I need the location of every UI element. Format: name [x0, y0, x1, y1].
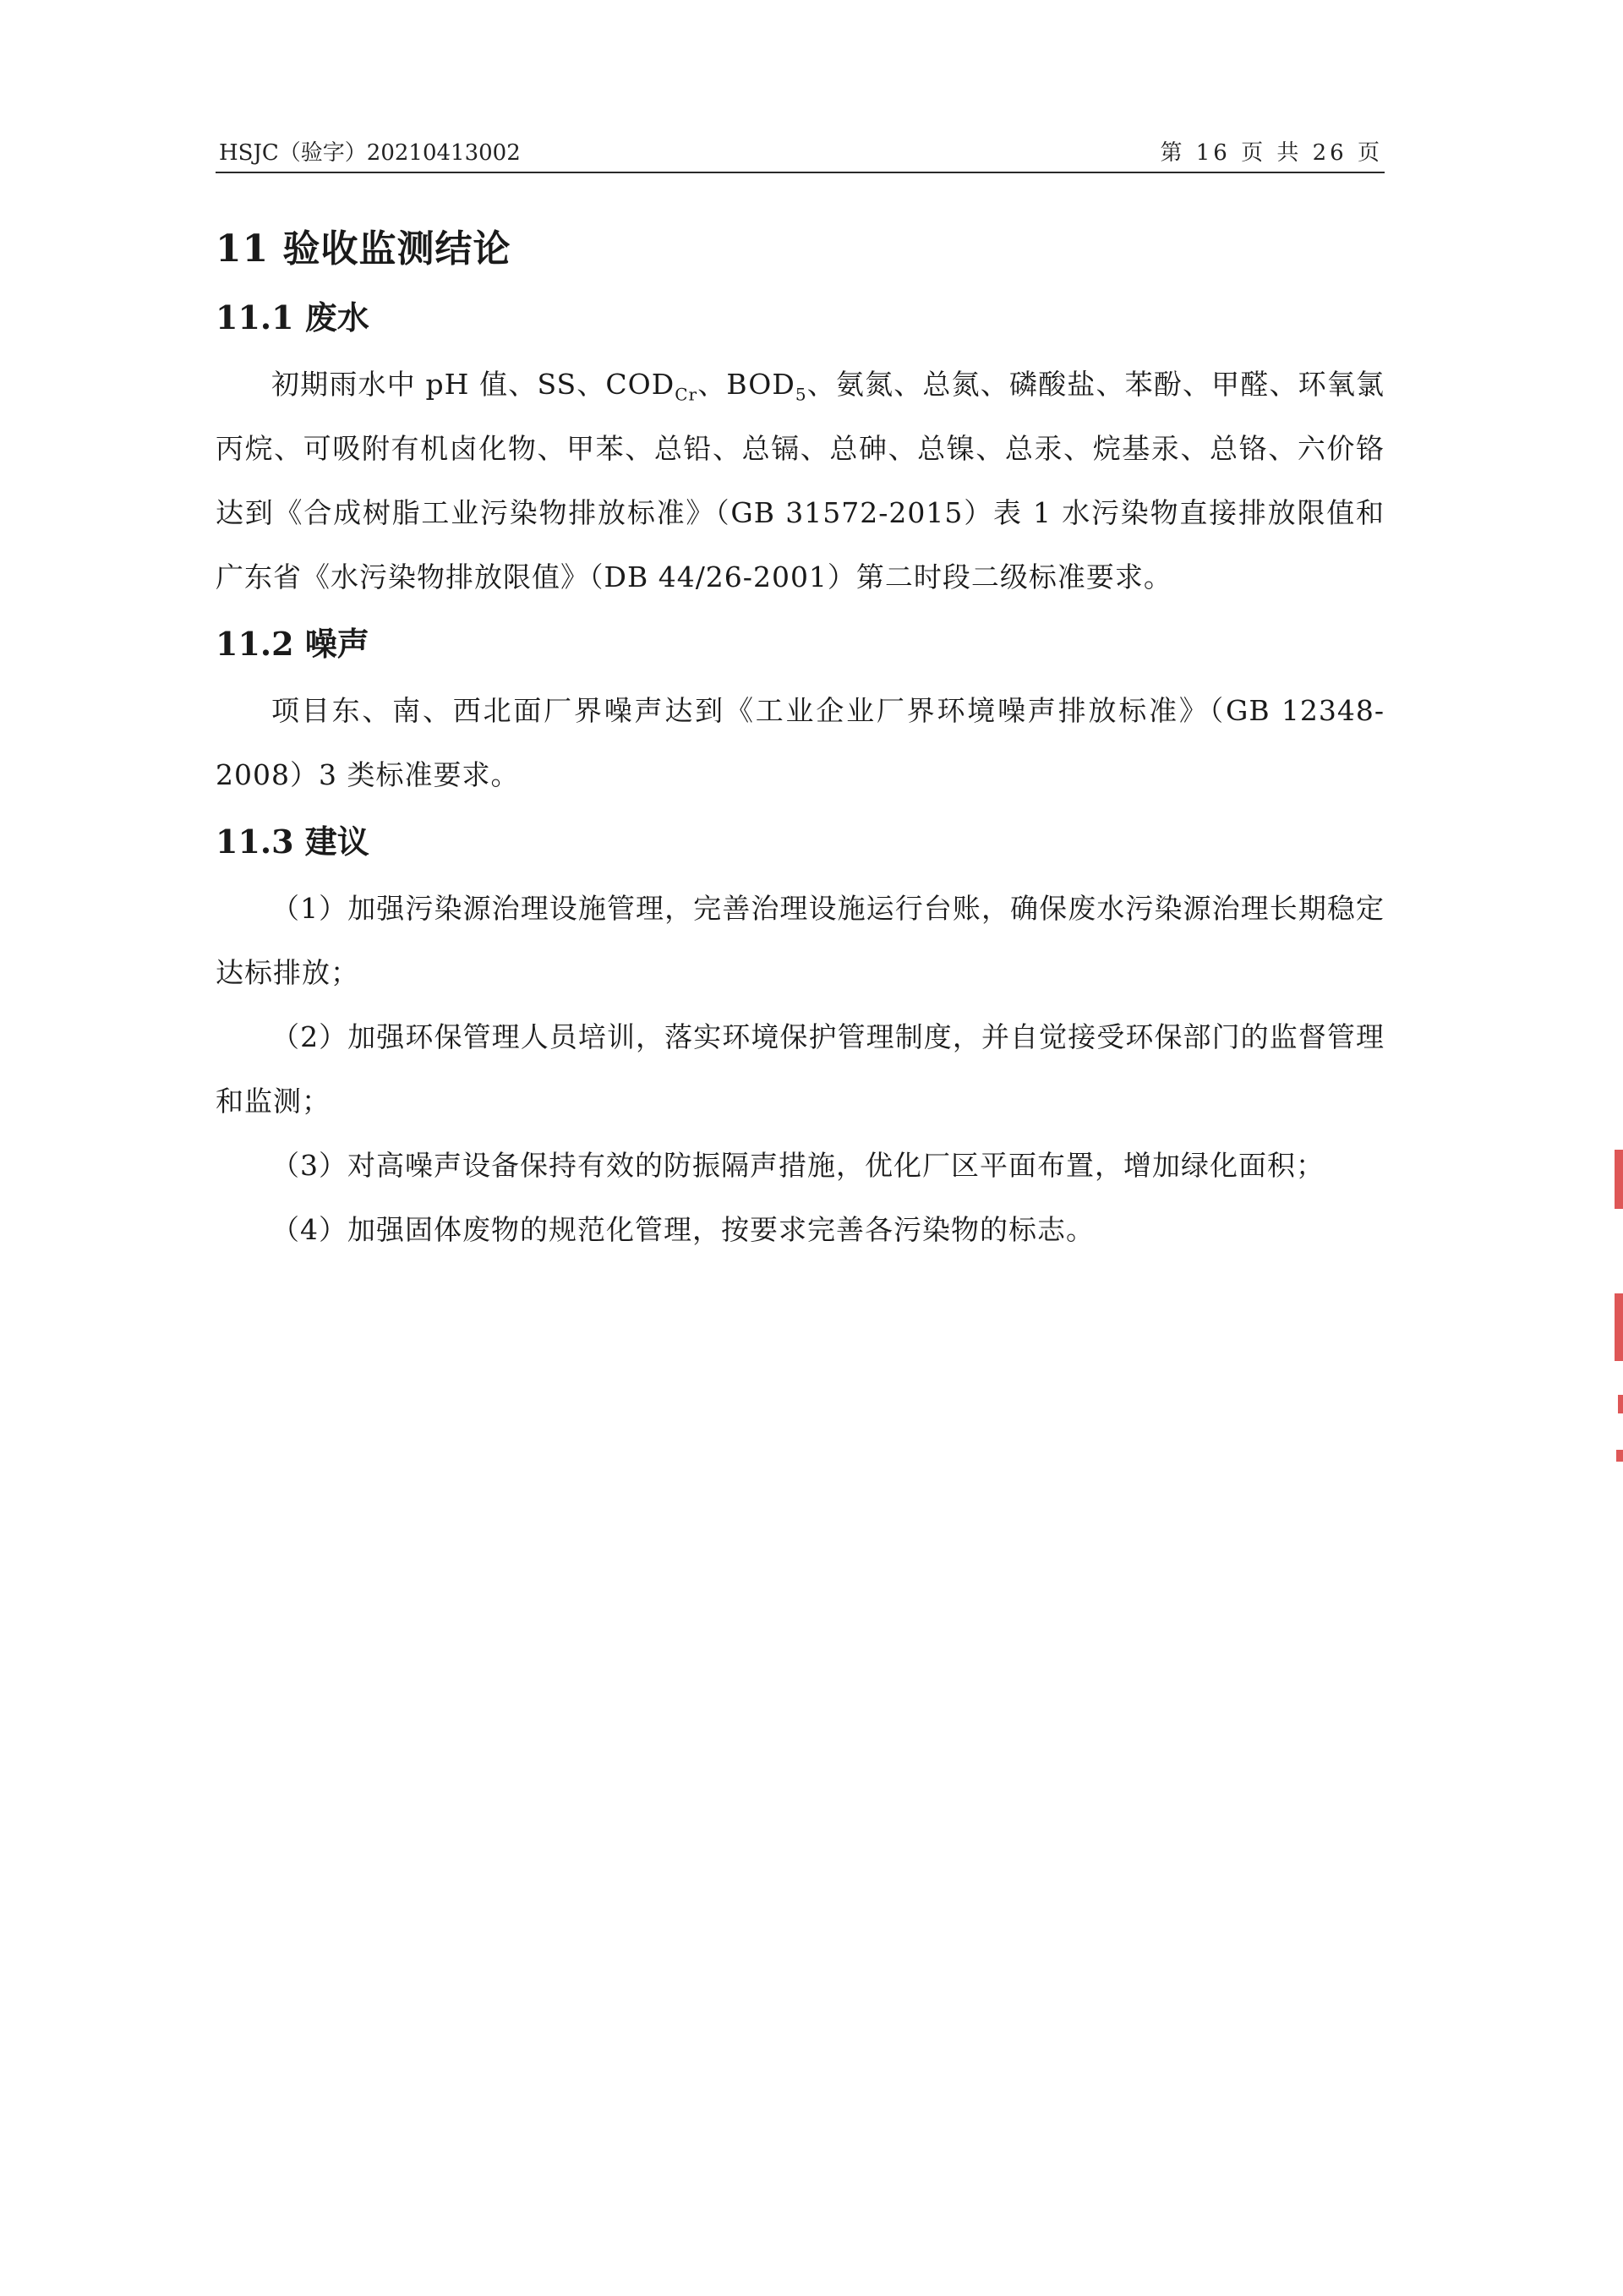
- page-header: [216, 131, 1385, 173]
- suggestion-item-2: （2）加强环保管理人员培训，落实环境保护管理制度，并自觉接受环保部门的监督管理和监测；: [216, 1020, 1385, 1118]
- report-id: HSJC（验字）20210413002: [219, 140, 521, 166]
- noise-title: 11.2 噪声: [216, 625, 369, 663]
- suggestion-item-3: （3）对高噪声设备保持有效的防振隔声措施，优化厂区平面布置，增加绿化面积；: [271, 1149, 1325, 1182]
- stamp-edge-mark-2: [1615, 1293, 1623, 1361]
- stamp-edge-mark-1: [1615, 1150, 1623, 1209]
- document-body: [216, 199, 1385, 1262]
- wastewater-text-part2: 、BOD: [697, 368, 795, 401]
- wastewater-paragraph: [216, 353, 1385, 610]
- wastewater-title: 11.1 废水: [216, 298, 369, 336]
- section-title: 11 验收监测结论: [216, 227, 511, 271]
- wastewater-text-part1: 初期雨水中 pH 值、SS、COD: [271, 368, 675, 401]
- suggestion-item-4: （4）加强固体废物的规范化管理，按要求完善各污染物的标志。: [271, 1213, 1095, 1246]
- cod-subscript: Cr: [675, 384, 698, 405]
- stamp-edge-mark-4: [1616, 1450, 1623, 1462]
- suggestion-item-1: （1）加强污染源治理设施管理，完善治理设施运行台账，确保废水污染源治理长期稳定达标排放；: [216, 892, 1385, 989]
- stamp-edge-mark-3: [1618, 1395, 1623, 1413]
- wastewater-text-part3: 、氨氮、总氮、磷酸盐、苯酚、甲醛、环氧氯丙烷、可吸附有机卤化物、甲苯、总铅、总镉、总砷、总镍、总汞、烷基汞、总铬、六价铬达到《合成树脂工业污染物排放标准》（GB 31572-2015）表 1 水污染物直接排放限值和广东省《水污染物排放限值》（DB 44/26-2001）第二时段二级标准要求。: [216, 368, 1385, 593]
- noise-paragraph: 项目东、南、西北面厂界噪声达到《工业企业厂界环境噪声排放标准》（GB 12348-2008）3 类标准要求。: [216, 694, 1385, 791]
- page-number: 第 16 页 共 26 页: [1160, 140, 1383, 166]
- bod-subscript: 5: [795, 384, 807, 405]
- suggestions-title: 11.3 建议: [216, 823, 369, 861]
